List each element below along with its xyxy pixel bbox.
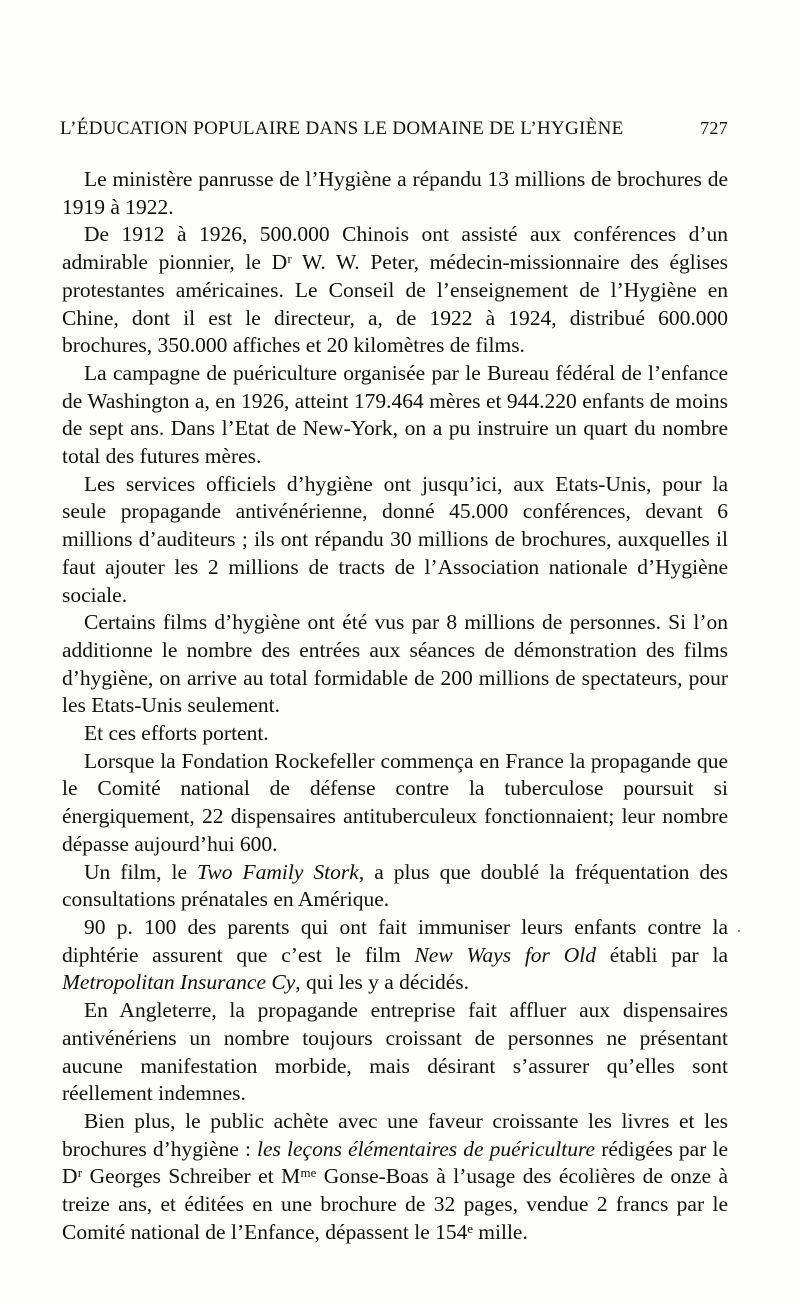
paragraph: Et ces efforts portent. xyxy=(84,721,269,746)
paragraph: Les services officiels d’hygiène ont jusqu’ici, aux Etats-Unis, pour la seule propagande antivénérienne, donné 45.000 conférences, devant 6 millions d’auditeurs ; ils ont répandu 30 millions de brochures, auxquelles il faut ajouter les 2 millions de tracts de l’Association nationale d’Hygiène sociale. xyxy=(62,471,728,607)
text-run: , qui les y a décidés. xyxy=(295,970,470,995)
paragraph xyxy=(62,859,728,914)
film-title: New Ways for Old xyxy=(414,942,596,967)
company-name: Metropolitan Insurance Cy xyxy=(62,970,296,995)
text-run: 90 p. 100 des parents qui ont fait immuniser leurs enfants contre la diphtérie assurent que c’est le film xyxy=(62,914,728,967)
text-run: Bien plus, le public achète avec une faveur croissante les livres et les brochures d’hygiène : xyxy=(62,1108,728,1161)
text-run: établi par la xyxy=(595,942,728,967)
text-run: Un film, le xyxy=(84,859,198,884)
running-header xyxy=(60,118,728,140)
running-title: L’ÉDUCATION POPULAIRE DANS LE DOMAINE DE L’HYGIÈNE xyxy=(60,118,624,139)
paragraph: Le ministère panrusse de l’Hygiène a répandu 13 millions de brochures de 1919 à 1922. xyxy=(62,167,728,219)
film-title: Two Family Stork xyxy=(197,859,359,884)
book-title: les leçons élémentaires de puériculture xyxy=(257,1136,596,1161)
paragraph xyxy=(62,1108,728,1247)
print-speck xyxy=(738,930,740,932)
paragraph: Lorsque la Fondation Rockefeller commença en France la propagande que le Comité national de défense contre la tuberculose poursuit si énergiquement, 22 dispensaires antituberculeux fonctionnaient; leur nombre dépasse aujourd’hui 600. xyxy=(62,748,728,856)
page-number: 727 xyxy=(700,118,728,138)
paragraph xyxy=(62,914,728,997)
body-text xyxy=(62,166,728,1246)
paragraph: En Angleterre, la propagande entreprise fait affluer aux dispensaires antivénériens un nombre toujours croissant de personnes ne présentant aucune manifestation morbide, mais désirant s’assurer qu’elles sont réellement indemnes. xyxy=(62,998,728,1106)
paragraph: La campagne de puériculture organisée par le Bureau fédéral de l’enfance de Washington a, en 1926, atteint 179.464 mères et 944.220 enfants de moins de sept ans. Dans l’Etat de New-York, on a pu instruire un quart du nombre total des futures mères. xyxy=(62,360,728,469)
text-run: rédigées par le Dʳ Georges Schreiber et Mᵐᵉ Gonse-Boas à l’usage des écolières de onze à treize ans, et éditées en une brochure de 32 pages, vendue 2 francs par le Comité national de l’Enfance, dépassent le 154ᵉ mille. xyxy=(62,1136,728,1244)
paragraph: Certains films d’hygiène ont été vus par 8 millions de personnes. Si l’on additionne le nombre des entrées aux séances de démonstration des films d’hygiène, on arrive au total formidable de 200 millions de spectateurs, pour les Etats-Unis seulement. xyxy=(62,610,728,718)
text-run: , a plus que doublé la fréquentation des consultations prénatales en Amérique. xyxy=(62,859,729,912)
paragraph: De 1912 à 1926, 500.000 Chinois ont assisté aux conférences d’un admirable pionnier, le Dʳ W. W. Peter, médecin-missionnaire des églises protestantes américaines. Le Conseil de l’enseignement de l’Hygiène en Chine, dont il est le directeur, a, de 1922 à 1924, distribué 600.000 brochures, 350.000 affiches et 20 kilomètres de films. xyxy=(62,222,728,358)
